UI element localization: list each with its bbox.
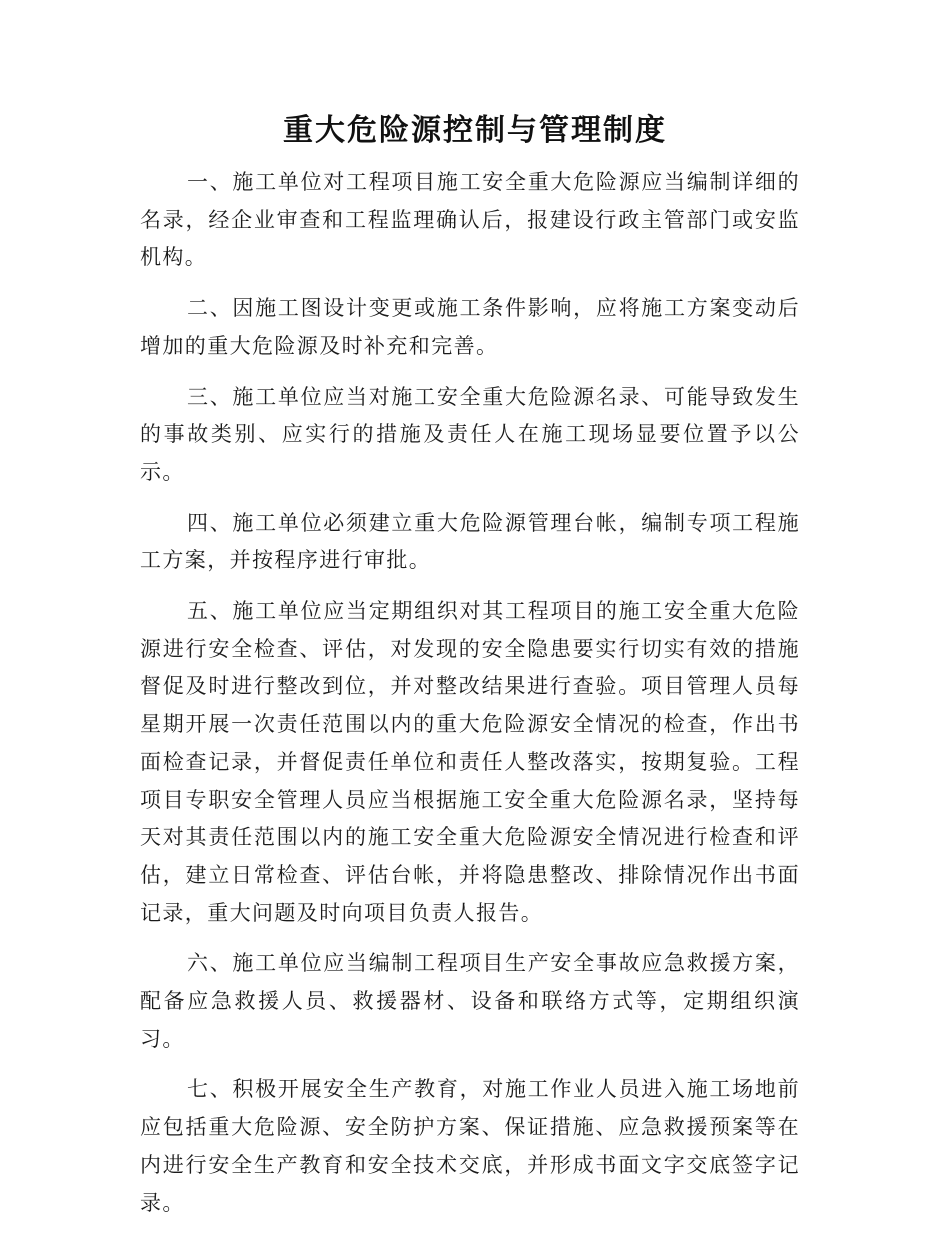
paragraph-7: 七、积极开展安全生产教育，对施工作业人员进入施工场地前应包括重大危险源、安全防护方案、保证措施、应急救援预案等在内进行安全生产教育和安全技术交底，并形成书面文字交底签字记录。 [140, 1077, 800, 1215]
document-title: 重大危险源控制与管理制度 [283, 113, 667, 148]
paragraph-2: 二、因施工图设计变更或施工条件影响，应将施工方案变动后增加的重大危险源及时补充和完善。 [140, 296, 800, 358]
paragraph-1: 一、施工单位对工程项目施工安全重大危险源应当编制详细的名录，经企业审查和工程监理确认后，报建设行政主管部门或安监机构。 [140, 170, 800, 270]
document-body [140, 164, 800, 1235]
paragraph-5: 五、施工单位应当定期组织对其工程项目的施工安全重大危险源进行安全检查、评估，对发现的安全隐患要实行切实有效的措施督促及时进行整改到位，并对整改结果进行查验。项目管理人员每星期开展一次责任范围以内的重大危险源安全情况的检查，作出书面检查记录，并督促责任单位和责任人整改落实，按期复验。工程项目专职安全管理人员应当根据施工安全重大危险源名录，坚持每天对其责任范围以内的施工安全重大危险源安全情况进行检查和评估，建立日常检查、评估台帐，并将隐患整改、排除情况作出书面记录，重大问题及时向项目负责人报告。 [140, 599, 800, 925]
paragraph-4: 四、施工单位必须建立重大危险源管理台帐，编制专项工程施工方案，并按程序进行审批。 [140, 510, 800, 573]
paragraph-6: 六、施工单位应当编制工程项目生产安全事故应急救援方案，配备应急救援人员、救援器材、设备和联络方式等，定期组织演习。 [140, 951, 800, 1051]
paragraph-3: 三、施工单位应当对施工安全重大危险源名录、可能导致发生的事故类别、应实行的措施及责任人在施工现场显要位置予以公示。 [140, 384, 800, 484]
